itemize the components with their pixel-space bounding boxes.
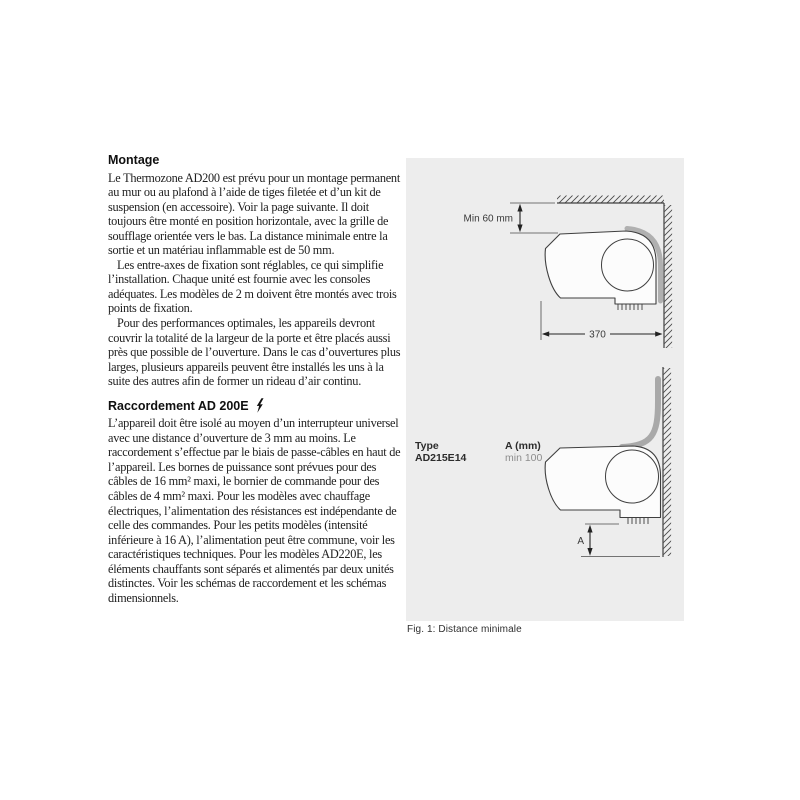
dim-a-label: A [577, 536, 584, 547]
ceiling-hatch [557, 196, 664, 204]
figure-caption: Fig. 1: Distance minimale [407, 624, 522, 635]
a-min-value: min 100 [505, 452, 543, 464]
fan-circle-top [602, 239, 654, 291]
type-value: AD215E14 [415, 452, 467, 464]
dim-370-label: 370 [589, 329, 606, 341]
montage-heading: Montage [108, 153, 160, 167]
diagram-top [464, 196, 673, 349]
distance-minimale-diagram [406, 158, 684, 621]
dim-370-arrow-left [542, 331, 549, 336]
fan-circle-bottom [606, 450, 659, 503]
diagram-bottom [415, 367, 671, 557]
lightning-icon [255, 398, 264, 413]
montage-paragraph-1: Le Thermozone AD200 est prévu pour un montage permanent au mur ou au plafond à l’aide de tiges filetée et d’un kit de suspension (en accessoire). Voir la page suivante. Il doit toujours être monté en position horizontale, avec la grille de soufflage orientée vers le bas. La distance minimale entre la sortie et un matériau inflammable est de 50 mm. [108, 170, 400, 258]
min60-arrow-down [517, 225, 522, 233]
air-stream-curve [622, 379, 658, 447]
min60-arrow-up [517, 204, 522, 212]
outlet-grille-top [618, 304, 642, 310]
wall-hatch-top [665, 205, 673, 348]
wall-hatch-bottom [664, 368, 672, 556]
raccordement-heading-row [108, 399, 402, 414]
outlet-grille-bottom [628, 518, 648, 525]
montage-paragraph-2: Les entre-axes de fixation sont réglables, ce qui simplifie l’installation. Chaque unité est fournie avec les consoles adéquates. Les modèles de 2 m doivent être montés avec trois points de fixation. [108, 257, 397, 316]
figure-1-panel [406, 158, 684, 621]
min60-label: Min 60 mm [463, 213, 513, 225]
a-mm-header: A (mm) [505, 440, 541, 452]
raccordement-heading: Raccordement AD 200E [108, 398, 249, 413]
left-text-column [108, 153, 402, 605]
dim-a-arrow-down [587, 548, 592, 556]
type-label: Type [415, 440, 439, 452]
raccordement-paragraph-1: L’appareil doit être isolé au moyen d’un interrupteur universel avec une distance d’ouverture de 3 mm au moins. Le raccordement s’effectue par le biais de passe-câbles en haut de l’appareil. Les bornes de puissance sont prévues pour des câbles de 16 mm² maxi, le bornier de commande pour des câbles de 4 mm² maxi. Pour les modèles avec chauffage électriques, l’alimentation des résistances est indépendante de celle des commandes. Pour les petits modèles (intensité inférieure à 16 A), l’alimentation peut être commune, voir les caractéristiques techniques. Pour les modèles AD220E, les éléments chauffants sont séparés et alimentés par deux unités distinctes. Voir les schémas de raccordement et les schémas dimensionnels. [108, 416, 401, 605]
dim-370-arrow-right [655, 331, 662, 336]
montage-paragraph-3: Pour des performances optimales, les appareils devront couvrir la totalité de la largeur de la porte et être placés aussi près que possible de l’ouverture. Dans le cas d’ouvertures plus larges, plusieurs appareils peuvent être installés les uns à la suite des autres afin de former un rideau d’air continu. [108, 316, 401, 389]
dim-a-arrow-up [587, 525, 592, 533]
